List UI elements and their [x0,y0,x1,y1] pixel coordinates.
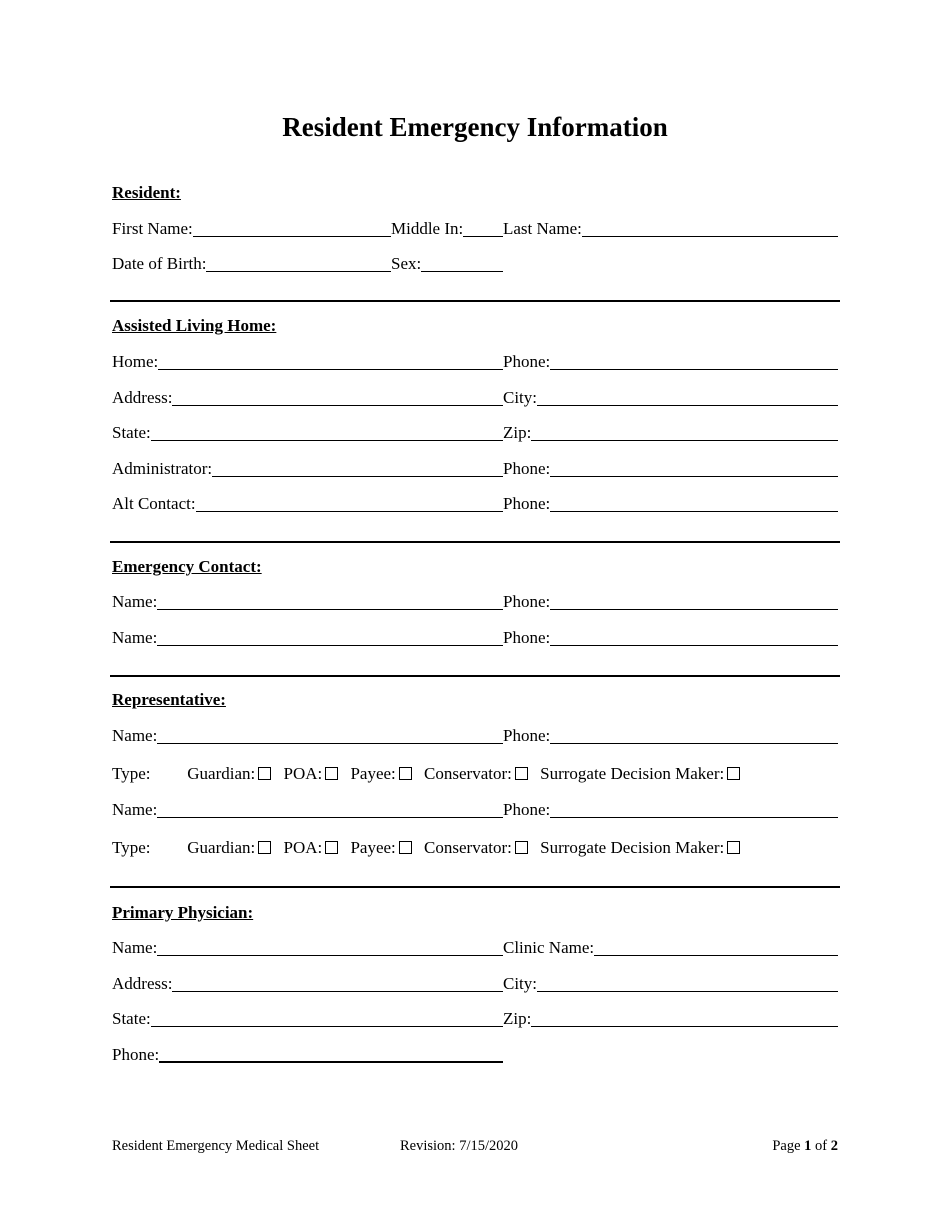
phone-label: Phone: [503,628,551,647]
page-title: Resident Emergency Information [282,112,668,142]
city-label: City: [503,974,538,993]
physician-state-row [112,1007,838,1031]
city-label: City: [503,388,538,407]
date-of-birth-field[interactable] [112,252,391,274]
section-heading-primary-physician: Primary Physician: [112,903,254,922]
physician-state-field[interactable] [112,1007,503,1029]
poa-option[interactable]: POA: [283,764,338,783]
address-row [112,386,838,410]
last-name-field[interactable] [503,217,838,239]
administrator-phone-label: Phone: [503,459,551,478]
state-label: State: [112,1009,151,1028]
representative-name-field[interactable] [112,724,503,746]
resident-name-row [112,217,838,241]
emergency-contact-row [112,590,838,614]
section-heading-assisted-living: Assisted Living Home: [112,316,277,335]
home-phone-label: Phone: [503,352,551,371]
conservator-checkbox[interactable] [515,841,528,854]
representative-phone-field[interactable] [503,798,838,820]
representative-phone-field[interactable] [503,724,838,746]
physician-address-row [112,972,838,996]
alt-contact-phone-field[interactable] [503,492,838,514]
physician-city-field[interactable] [503,972,838,994]
home-state-field[interactable] [112,421,503,443]
administrator-row [112,457,838,481]
name-label: Name: [112,800,158,819]
representative-type-row [112,836,748,860]
name-label: Name: [112,938,158,957]
emergency-contact-phone-field[interactable] [503,626,838,648]
sex-label: Sex: [391,254,422,273]
home-row [112,350,838,374]
physician-phone-row [112,1043,838,1067]
conservator-option[interactable]: Conservator: [424,838,528,857]
poa-checkbox[interactable] [325,767,338,780]
type-label: Type: [112,838,151,857]
emergency-contact-row [112,626,838,650]
administrator-field[interactable] [112,457,503,479]
zip-label: Zip: [503,423,532,442]
section-divider [110,886,840,888]
section-divider [110,675,840,677]
first-name-field[interactable] [112,217,391,239]
administrator-label: Administrator: [112,459,213,478]
first-name-label: First Name: [112,219,193,238]
resident-dob-row [112,252,838,276]
guardian-option[interactable]: Guardian: [187,764,271,783]
physician-name-field[interactable] [112,936,503,958]
middle-initial-field[interactable] [391,217,503,239]
section-heading-emergency-contact: Emergency Contact: [112,557,262,576]
emergency-contact-name-field[interactable] [112,626,503,648]
address-label: Address: [112,388,173,407]
name-label: Name: [112,726,158,745]
emergency-contact-phone-field[interactable] [503,590,838,612]
payee-option[interactable]: Payee: [350,838,411,857]
phone-label: Phone: [503,726,551,745]
alt-contact-row [112,492,838,516]
payee-checkbox[interactable] [399,841,412,854]
sex-field[interactable] [391,252,503,274]
surrogate-checkbox[interactable] [727,767,740,780]
physician-zip-field[interactable] [503,1007,838,1029]
alt-contact-phone-label: Phone: [503,494,551,513]
clinic-name-label: Clinic Name: [503,938,595,957]
representative-row [112,798,838,822]
section-divider [110,300,840,302]
emergency-contact-name-field[interactable] [112,590,503,612]
surrogate-option[interactable]: Surrogate Decision Maker: [540,838,740,857]
home-phone-field[interactable] [503,350,838,372]
physician-address-field[interactable] [112,972,503,994]
middle-initial-label: Middle In: [391,219,464,238]
section-heading-representative: Representative: [112,690,226,709]
date-of-birth-label: Date of Birth: [112,254,207,273]
footer-revision: Revision: 7/15/2020 [400,1138,519,1154]
home-zip-field[interactable] [503,421,838,443]
footer-document-name: Resident Emergency Medical Sheet [112,1138,320,1154]
poa-option[interactable]: POA: [283,838,338,857]
state-row [112,421,838,445]
section-divider [110,541,840,543]
representative-type-row [112,762,748,786]
name-label: Name: [112,628,158,647]
alt-contact-label: Alt Contact: [112,494,196,513]
home-field[interactable] [112,350,503,372]
footer-page-number: Page 1 of 2 [772,1138,838,1154]
alt-contact-field[interactable] [112,492,503,514]
poa-checkbox[interactable] [325,841,338,854]
address-label: Address: [112,974,173,993]
representative-row [112,724,838,748]
physician-row [112,936,838,960]
physician-phone-field[interactable] [112,1043,503,1065]
state-label: State: [112,423,151,442]
surrogate-option[interactable]: Surrogate Decision Maker: [540,764,740,783]
guardian-option[interactable]: Guardian: [187,838,271,857]
payee-option[interactable]: Payee: [350,764,411,783]
home-label: Home: [112,352,159,371]
clinic-name-field[interactable] [503,936,838,958]
representative-name-field[interactable] [112,798,503,820]
payee-checkbox[interactable] [399,767,412,780]
home-address-field[interactable] [112,386,503,408]
phone-label: Phone: [112,1045,160,1064]
phone-label: Phone: [503,800,551,819]
zip-label: Zip: [503,1009,532,1028]
section-heading-resident: Resident: [112,183,181,202]
last-name-label: Last Name: [503,219,582,238]
conservator-checkbox[interactable] [515,767,528,780]
surrogate-checkbox[interactable] [727,841,740,854]
type-label: Type: [112,764,151,783]
guardian-checkbox[interactable] [258,841,271,854]
guardian-checkbox[interactable] [258,767,271,780]
administrator-phone-field[interactable] [503,457,838,479]
conservator-option[interactable]: Conservator: [424,764,528,783]
name-label: Name: [112,592,158,611]
phone-label: Phone: [503,592,551,611]
home-city-field[interactable] [503,386,838,408]
